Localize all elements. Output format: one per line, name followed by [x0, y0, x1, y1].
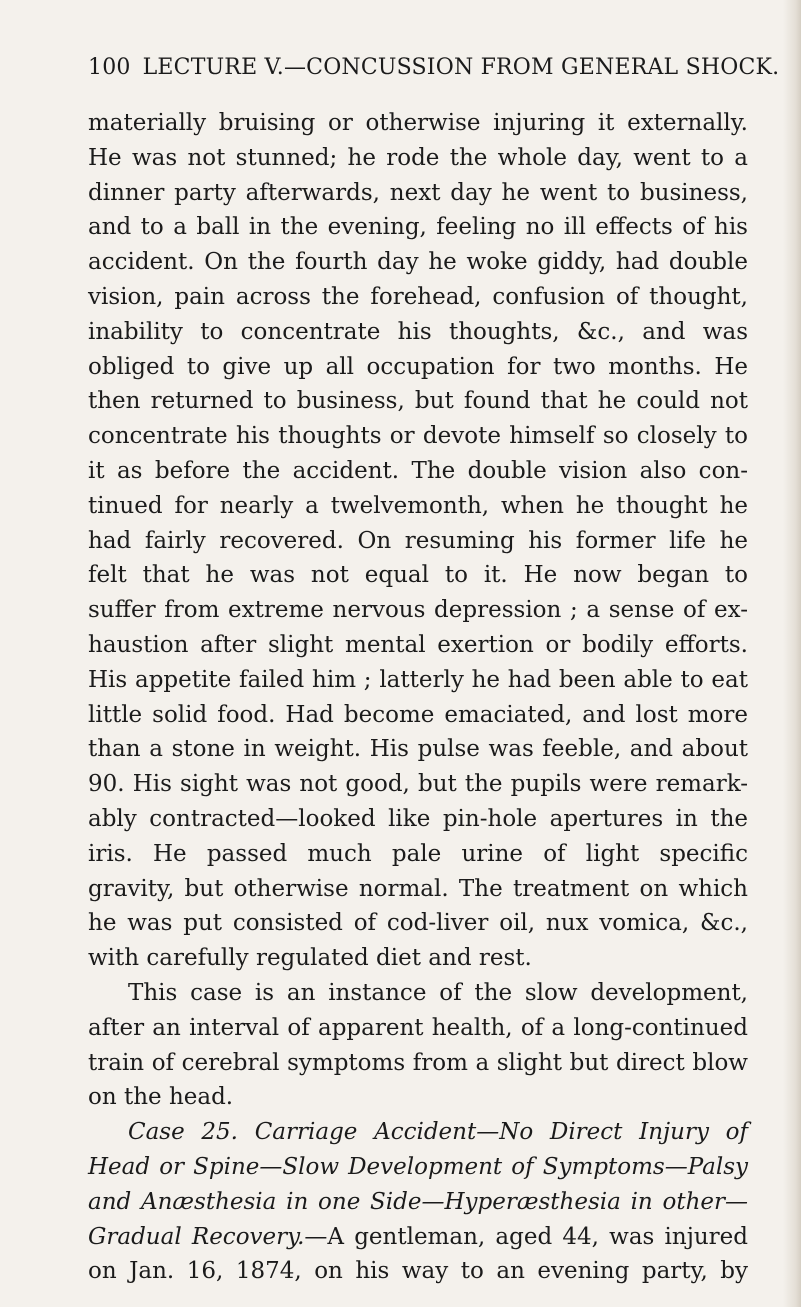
case-heading-line [88, 1185, 748, 1220]
page-edge-shadow [783, 0, 801, 1307]
body-text [88, 106, 748, 1289]
text-line: dinner party afterwards, next day he went to business, [88, 179, 748, 206]
text-line: on Jan. 16, 1874, on his way to an evening party, by [88, 1258, 748, 1285]
text-line: gravity, but otherwise normal. The treatment on which [88, 875, 748, 902]
text-line: he was put consisted of cod-liver oil, nux vomica, &c., [88, 910, 748, 937]
running-head [88, 52, 780, 84]
text-line: with carefully regulated diet and rest. [88, 945, 532, 972]
case-title-part: Head or Spine—Slow Development of Symptoms—Palsy [88, 1153, 748, 1180]
text-fragment: —A gentleman, aged 44, was injured [304, 1223, 748, 1250]
case-title-part: Carriage Accident—No Direct Injury of [254, 1119, 748, 1146]
text-line: His appetite failed him ; latterly he had been able to eat [88, 666, 748, 693]
text-line: little solid food. Had become emaciated, and lost more [88, 701, 748, 728]
text-line: vision, pain across the forehead, confusion of thought, [88, 283, 748, 310]
text-line: iris. He passed much pale urine of light specific [88, 840, 748, 867]
text-line: suffer from extreme nervous depression ; a sense of ex- [88, 597, 748, 624]
text-line: 90. His sight was not good, but the pupils were remark- [88, 771, 748, 798]
text-line: accident. On the fourth day he woke giddy, had double [88, 249, 748, 276]
text-line: ably contracted—looked like pin-hole apertures in the [88, 805, 748, 832]
case-title-part: Gradual Recovery. [88, 1223, 305, 1250]
text-line: This case is an instance of the slow development, [128, 979, 748, 1006]
text-line: obliged to give up all occupation for two months. He [88, 353, 748, 380]
text-line: train of cerebral symptoms from a slight but direct blow [88, 1049, 748, 1076]
text-line: inability to concentrate his thoughts, &c., and was [88, 318, 748, 345]
text-line: had fairly recovered. On resuming his former life he [88, 527, 748, 554]
page-number: 100 [88, 55, 131, 80]
case-title-part: and Anæsthesia in one Side—Hyperæsthesia in other— [88, 1188, 748, 1215]
running-head-title: LECTURE V.—CONCUSSION FROM GENERAL SHOCK. [142, 55, 780, 80]
text-line: felt that he was not equal to it. He now began to [88, 562, 748, 589]
text-line: than a stone in weight. His pulse was feeble, and about [88, 736, 748, 763]
text-line: it as before the accident. The double vision also con- [88, 457, 748, 484]
case-heading-line [88, 1220, 748, 1255]
text-line: He was not stunned; he rode the whole day, went to a [88, 144, 748, 171]
text-line: then returned to business, but found that he could not [88, 388, 748, 415]
text-line: concentrate his thoughts or devote himself so closely to [88, 423, 748, 450]
text-line: and to a ball in the evening, feeling no ill effects of his [88, 214, 748, 241]
text-line: tinued for nearly a twelvemonth, when he thought he [88, 492, 748, 519]
text-line: on the head. [88, 1084, 234, 1111]
case-heading-line [88, 1115, 748, 1150]
text-line: after an interval of apparent health, of a long-continued [88, 1014, 748, 1041]
case-label: Case 25. [128, 1119, 238, 1146]
case-heading-line [88, 1150, 748, 1185]
text-line: materially bruising or otherwise injuring it externally. [88, 110, 748, 136]
text-line: haustion after slight mental exertion or bodily efforts. [88, 631, 748, 658]
